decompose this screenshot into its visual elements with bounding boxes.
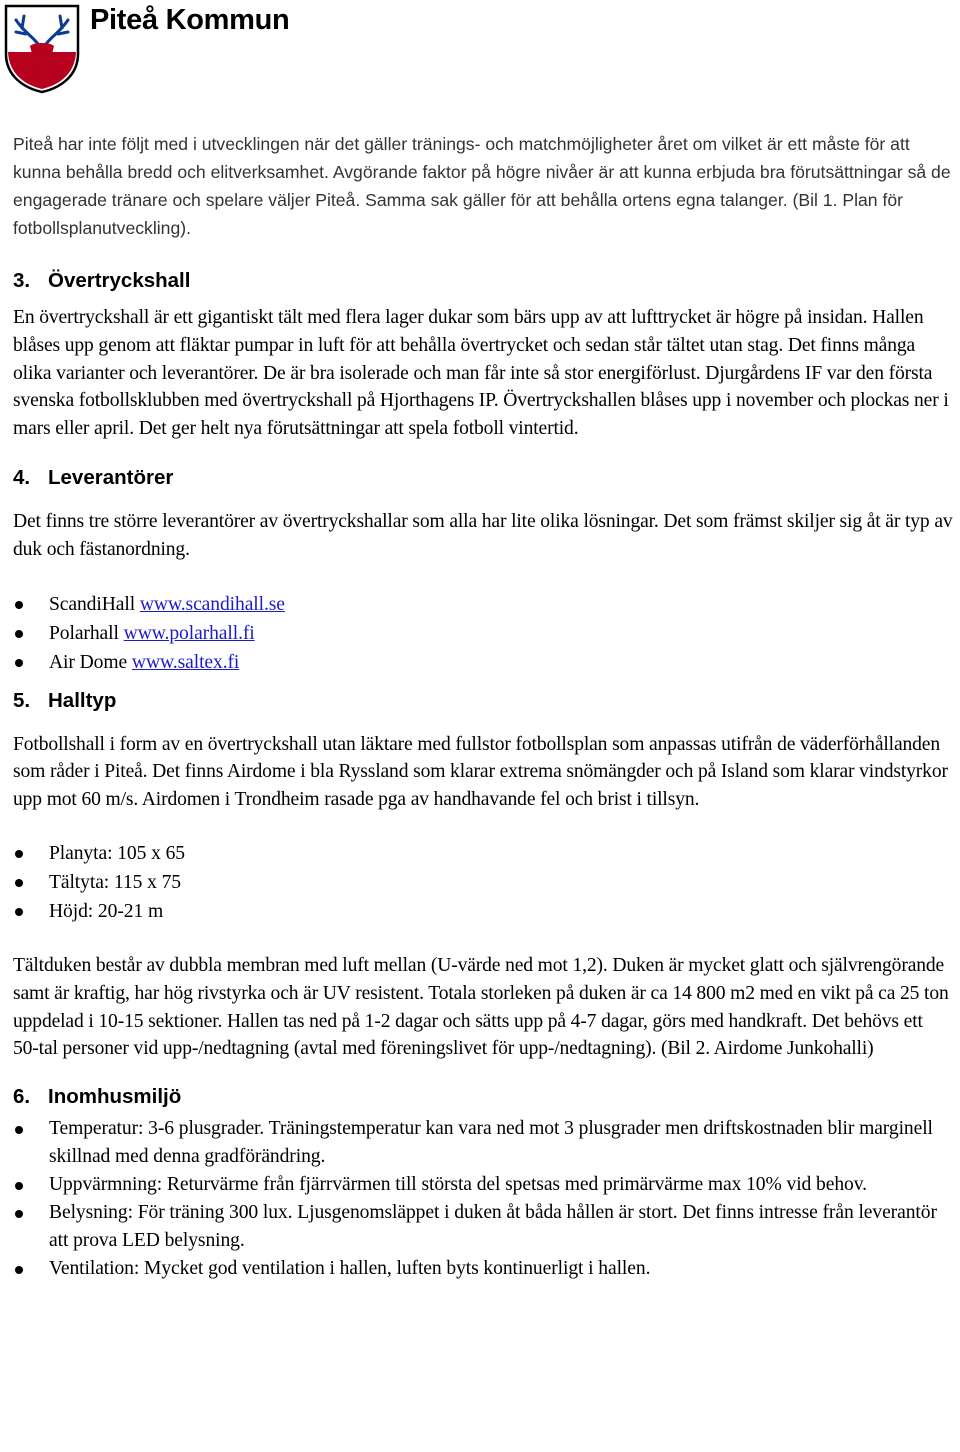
list-item [13,590,953,619]
supplier-name: Polarhall [49,622,119,644]
section-4-paragraph: Det finns tre större leverantörer av övertryckshallar som alla har lite olika lösningar. Det som främst skiljer sig åt är typ av duk och fästanordning. [13,511,953,560]
list-item [13,648,953,677]
supplier-link[interactable]: www.polarhall.fi [123,622,255,644]
bullet-icon [15,630,23,638]
spec-list [13,839,953,926]
list-item [13,868,953,897]
organization-name: Piteå Kommun [90,4,290,36]
section-title: Övertryckshall [48,269,191,293]
bullet-icon [15,1210,23,1218]
section-title: Inomhusmiljö [48,1084,182,1108]
bullet-icon [15,879,23,887]
supplier-link[interactable]: www.saltex.fi [131,651,240,673]
supplier-link[interactable]: www.scandihall.se [139,593,285,615]
section-heading-6 [13,1083,953,1111]
item-text: Temperatur: 3-6 plusgrader. Träningstemperatur kan vara ned mot 3 plusgrader men driftskostnaden blir marginell skillnad med denna gradförändring. [49,1117,933,1167]
bullet-icon [15,908,23,916]
list-item [13,619,953,648]
list-item [13,897,953,926]
bullet-icon [15,1182,23,1190]
bullet-icon [15,659,23,667]
membrane-paragraph: Tältduken består av dubbla membran med luft mellan (U-värde ned mot 1,2). Duken är mycket glatt och självrengörande samt är kraftig, har hög rivstyrka och är UV resistent. Totala storleken på duken är ca 14 800 m2 med en vikt på ca 25 ton uppdelad i 10-15 sektioner. Hallen tas ned på 1-2 dagar och sätts upp på 4-7 dagar, görs med handkraft. Det behövs ett 50-tal personer vid upp-/nedtagning (avtal med föreningslivet för upp-/nedtagning). (Bil 2. Airdome Junkohalli) [13,955,949,1060]
section-heading-3 [13,267,953,295]
bullet-icon [15,601,23,609]
section-title: Halltyp [48,688,117,712]
spec-text: Tältyta: 115 x 75 [49,872,181,894]
document-body [13,130,953,1283]
section-number: 4. [13,466,31,490]
supplier-name: ScandiHall [49,593,136,615]
section-5-paragraph: Fotbollshall i form av en övertryckshall utan läktare med fullstor fotbollsplan som anpassas utifrån de väderförhållanden som råder i Piteå. Det finns Airdome i bla Ryssland som klarar extrema snömängder och på Island som klarar vindstyrkor upp mot 60 m/s. Airdomen i Trondheim rasade pga av handhavande fel och brist i tillsyn. [13,733,948,810]
bullet-icon [15,850,23,858]
section-title: Leverantörer [48,466,174,490]
item-text: Ventilation: Mycket god ventilation i hallen, luften byts kontinuerligt i hallen. [49,1257,651,1279]
item-text: Uppvärmning: Returvärme från fjärrvärmen till största del spetsas med primärvärme max 10% vid behov. [49,1173,867,1195]
section-heading-4 [13,464,953,492]
bullet-icon [15,1126,23,1134]
bullet-icon [15,1266,23,1274]
section-number: 5. [13,688,31,712]
list-item [13,839,953,868]
section-heading-5 [13,687,953,715]
supplier-list [13,590,953,677]
list-item [13,1199,953,1255]
spec-text: Planyta: 105 x 65 [49,843,185,865]
section-number: 3. [13,269,31,293]
environment-list [13,1115,953,1283]
reindeer-crest-logo [2,2,82,94]
section-number: 6. [13,1084,31,1108]
supplier-name: Air Dome [49,651,128,673]
list-item [13,1171,953,1199]
list-item [13,1115,953,1171]
spec-text: Höjd: 20-21 m [49,901,164,923]
item-text: Belysning: För träning 300 lux. Ljusgenomsläppet i duken åt båda hållen är stort. Det finns intresse från leverantör att prova LED belysning. [49,1201,937,1251]
intro-paragraph: Piteå har inte följt med i utvecklingen när det gäller tränings- och matchmöjligheter året om vilket är ett måste för att kunna behålla bredd och elitverksamhet. Avgörande faktor på högre nivåer är att kunna erbjuda bra förutsättningar så de engagerade tränare och spelare väljer Piteå. Samma sak gäller för att behålla ortens egna talanger. (Bil 1. Plan för fotbollsplanutveckling). [13,134,951,239]
page-header [0,0,960,100]
list-item [13,1255,953,1283]
section-3-paragraph: En övertryckshall är ett gigantiskt tält med flera lager dukar som bärs upp av att lufttrycket är högre på insidan. Hallen blåses upp genom att fläktar pumpar in luft för att behålla övertrycket och sedan står tältet utan stag. Det finns många olika varianter och leverantörer. De är bra isolerade och man får inte så stor energiförlust. Djurgårdens IF var den första svenska fotbollsklubben med övertryckshall på Hjorthagens IP. Övertryckshallen blåses upp i november och plockas ner i mars eller april. Det ger helt nya förutsättningar att spela fotboll vintertid. [13,307,949,439]
